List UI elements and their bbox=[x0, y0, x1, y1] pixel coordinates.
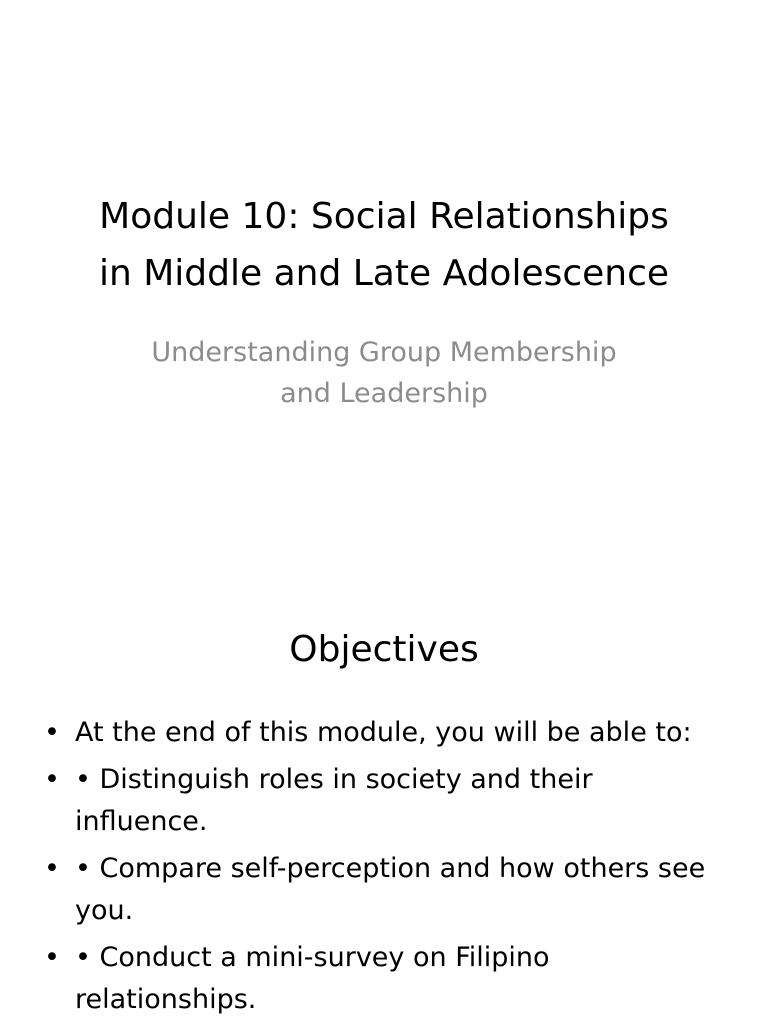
bullet-icon: • bbox=[44, 942, 60, 973]
slide-objectives bbox=[0, 576, 768, 1024]
objectives-heading: Objectives bbox=[289, 629, 479, 670]
objective-item bbox=[40, 759, 730, 843]
bullet-icon: • bbox=[44, 717, 60, 748]
objective-text: • Compare self-perception and how others see you. bbox=[75, 853, 706, 926]
bullet-icon: • bbox=[44, 764, 60, 795]
slide-subtitle bbox=[40, 332, 728, 414]
objective-text: • Conduct a mini-survey on Filipino relationships. bbox=[75, 942, 550, 1015]
objective-item bbox=[40, 848, 730, 932]
bullet-icon: • bbox=[44, 853, 60, 884]
slide-title-heading bbox=[40, 188, 728, 302]
objective-item bbox=[40, 937, 730, 1021]
objective-text: • Distinguish roles in society and their influence. bbox=[75, 764, 593, 837]
objectives-list bbox=[40, 712, 730, 1026]
title-line-1: Module 10: Social Relationships bbox=[99, 196, 669, 237]
objective-text: At the end of this module, you will be able to: bbox=[75, 717, 692, 748]
objective-item bbox=[40, 712, 730, 754]
title-line-2: in Middle and Late Adolescence bbox=[98, 253, 670, 294]
subtitle-line-1: Understanding Group Membership bbox=[151, 337, 617, 368]
subtitle-line-2: and Leadership bbox=[280, 378, 488, 409]
